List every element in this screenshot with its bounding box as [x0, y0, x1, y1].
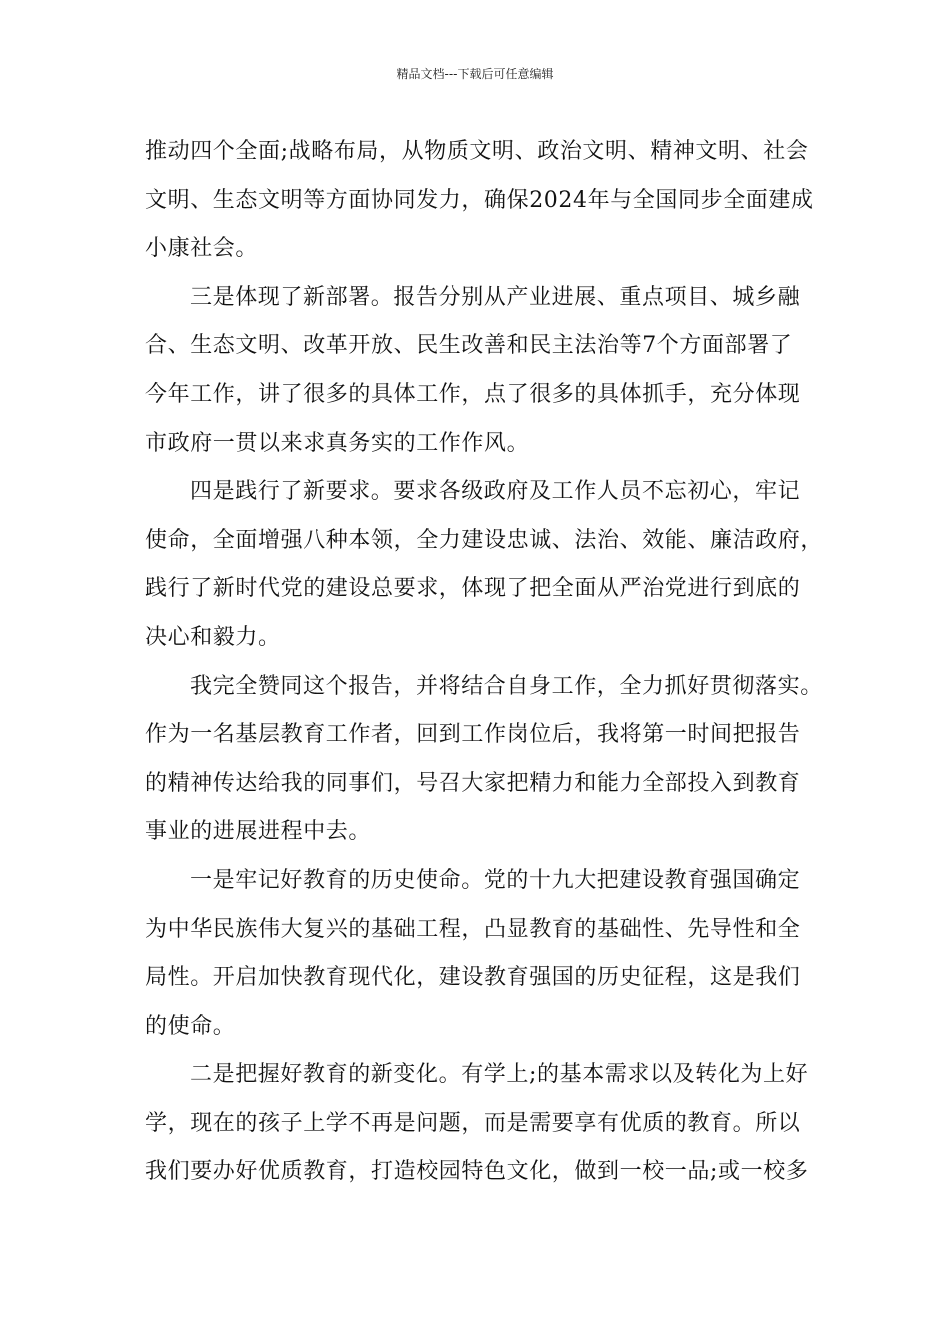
page-header: 精品文档---下载后可任意编辑 — [396, 67, 554, 81]
text-line: 我完全赞同这个报告，并将结合自身工作，全力抓好贯彻落实。 — [190, 673, 823, 699]
paragraph — [145, 468, 824, 662]
text-line: 市政府一贯以来求真务实的工作作风。 — [145, 430, 530, 456]
text-line: 事业的进展进程中去。 — [145, 819, 372, 845]
text-line: 的精神传达给我的同事们，号召大家把精力和能力全部投入到教育 — [145, 770, 801, 796]
text-line: 今年工作，讲了很多的具体工作，点了很多的具体抓手，充分体现 — [145, 381, 801, 407]
text-line: 推动四个全面;战略布局，从物质文明、政治文明、精神文明、社会 — [145, 139, 809, 164]
paragraph — [145, 1051, 815, 1197]
document-body — [145, 128, 824, 1197]
paragraph — [145, 274, 815, 468]
text-line: 四是践行了新要求。要求各级政府及工作人员不忘初心，牢记 — [190, 479, 801, 505]
text-line: 践行了新时代党的建设总要求，体现了把全面从严治党进行到底的 — [145, 576, 801, 602]
text-line: 合、生态文明、改革开放、民生改善和民主法治等7个方面部署了 — [145, 333, 793, 359]
text-line: 小康社会。 — [145, 236, 259, 262]
paragraph — [145, 857, 815, 1051]
text-line: 作为一名基层教育工作者，回到工作岗位后，我将第一时间把报告 — [145, 722, 801, 748]
text-line: 三是体现了新部署。报告分别从产业进展、重点项目、城乡融 — [190, 284, 801, 310]
paragraph — [145, 663, 823, 857]
text-line: 的使命。 — [145, 1013, 236, 1039]
text-line: 一是牢记好教育的历史使命。党的十九大把建设教育强国确定 — [190, 867, 801, 893]
text-line: 二是把握好教育的新变化。有学上;的基本需求以及转化为上好 — [190, 1062, 809, 1088]
text-line: 我们要办好优质教育，打造校园特色文化，做到一校一品;或一校多 — [145, 1159, 809, 1185]
text-line: 使命，全面增强八种本领，全力建设忠诚、法治、效能、廉洁政府， — [145, 527, 824, 553]
text-line: 局性。开启加快教育现代化，建设教育强国的历史征程，这是我们 — [145, 965, 801, 991]
text-line: 学，现在的孩子上学不再是问题，而是需要享有优质的教育。所以 — [145, 1110, 801, 1136]
text-line: 文明、生态文明等方面协同发力，确保2024年与全国同步全面建成 — [145, 187, 814, 213]
paragraph — [145, 128, 815, 274]
text-line: 为中华民族伟大复兴的基础工程，凸显教育的基础性、先导性和全 — [145, 916, 801, 942]
text-line: 决心和毅力。 — [145, 624, 281, 650]
